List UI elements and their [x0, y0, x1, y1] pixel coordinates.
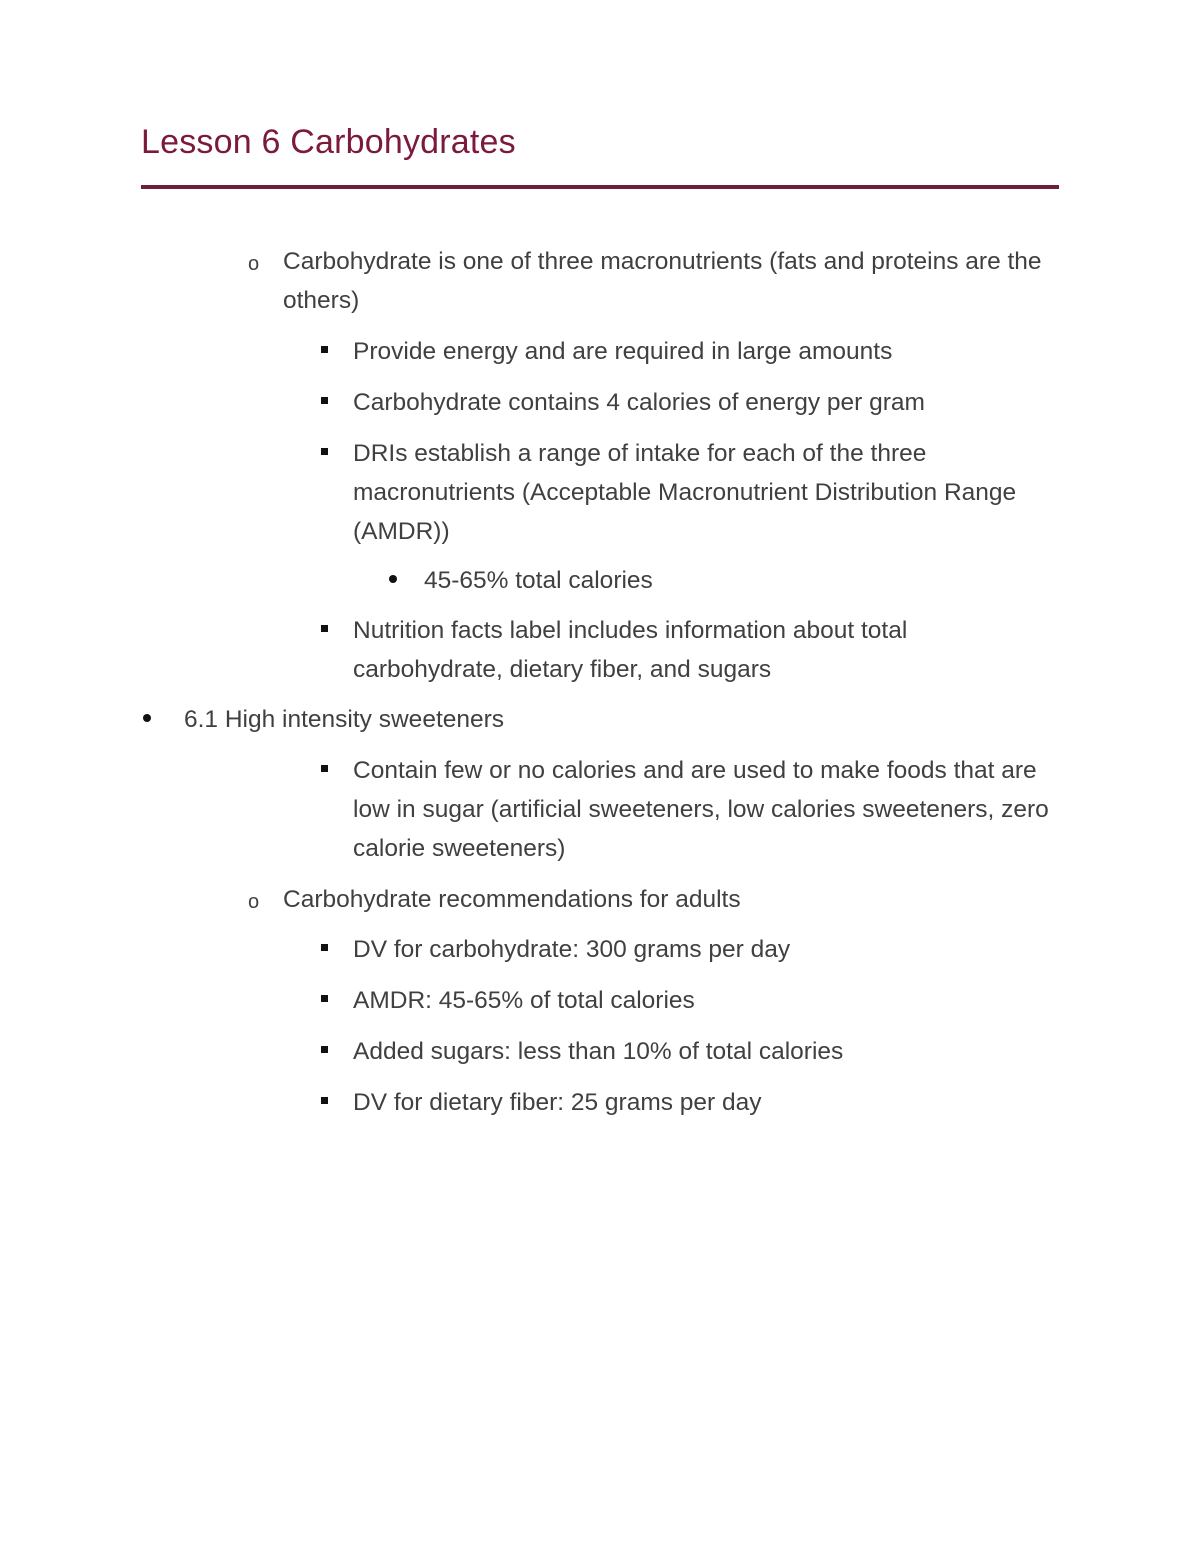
list-item: Nutrition facts label includes information about total carbohydrate, dietary fiber, and sugars — [353, 617, 908, 683]
list-item: Carbohydrate is one of three macronutrients (fats and proteins are the others) — [283, 248, 1042, 314]
page-title: Lesson 6 Carbohydrates — [141, 123, 516, 161]
title-divider — [141, 185, 1059, 189]
square-bullet-icon — [321, 995, 328, 1002]
dot-bullet-icon — [389, 575, 397, 583]
list-item: Carbohydrate contains 4 calories of energy per gram — [353, 389, 925, 416]
list-item: DV for dietary fiber: 25 grams per day — [353, 1089, 762, 1116]
list-item: Added sugars: less than 10% of total calories — [353, 1038, 844, 1065]
square-bullet-icon — [321, 397, 328, 404]
list-item: AMDR: 45-65% of total calories — [353, 987, 695, 1014]
list-item: DV for carbohydrate: 300 grams per day — [353, 936, 791, 963]
square-bullet-icon — [321, 346, 328, 353]
square-bullet-icon — [321, 625, 328, 632]
list-item: Contain few or no calories and are used to make foods that are low in sugar (artificial sweeteners, low calories sweeteners, zero calorie sweeteners) — [353, 757, 1049, 862]
square-bullet-icon — [321, 944, 328, 951]
circle-bullet-icon: o — [248, 891, 260, 913]
square-bullet-icon — [321, 1046, 328, 1053]
list-item: 45-65% total calories — [424, 567, 653, 594]
list-item: 6.1 High intensity sweeteners — [184, 706, 505, 733]
square-bullet-icon — [321, 1097, 328, 1104]
list-item: Provide energy and are required in large amounts — [353, 338, 893, 365]
square-bullet-icon — [321, 765, 328, 772]
square-bullet-icon — [321, 448, 328, 455]
dot-bullet-icon — [143, 714, 151, 722]
circle-bullet-icon: o — [248, 253, 260, 275]
list-item: DRIs establish a range of intake for each of the three macronutrients (Acceptable Macronutrient Distribution Range (AMDR)) — [353, 440, 1017, 545]
list-item: Carbohydrate recommendations for adults — [283, 886, 741, 913]
